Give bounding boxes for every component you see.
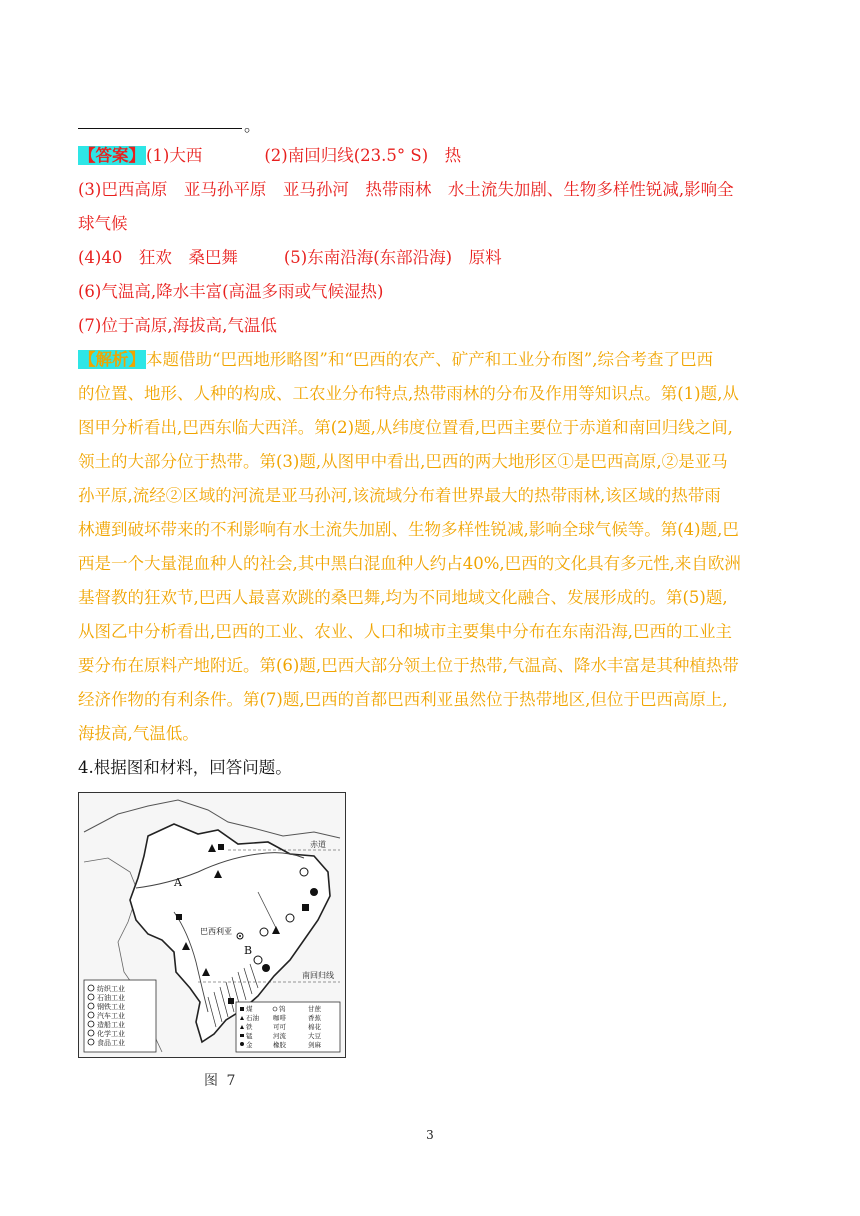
legend-industry-1: 纺织工业 [97,985,125,993]
explanation-line-1 [78,350,786,370]
explanation-line-2: 的位置、地形、人种的构成、工农业分布特点,热带雨林的分布及作用等知识点。第(1)题,从 [78,384,739,403]
answer-tag: 【答案】 [79,146,145,165]
answer-line-5: (6)气温高,降水丰富(高温多雨或气候湿热) [78,282,384,301]
answer-part-4: (4)40 狂欢 桑巴舞 [78,248,238,267]
legend-res-2-2: 咖啡 [273,1014,286,1022]
answer-blank-line [78,128,242,129]
question-4-heading: 4.根据图和材料，回答问题。 [78,758,292,777]
answer-line-1 [78,146,786,166]
equator-label: 赤道 [310,840,326,849]
explanation-line-11: 经济作物的有利条件。第(7)题,巴西的首都巴西利亚虽然位于热带地区,但位于巴西高原上, [78,690,728,709]
legend-res-3-1: 甘蔗 [308,1005,321,1013]
blank-suffix: 。 [244,116,261,135]
answer-line-4 [78,248,786,268]
capital-label: 巴西利亚 [200,927,232,936]
answer-line-2: (3)巴西高原 亚马孙平原 亚马孙河 热带雨林 水土流失加剧、生物多样性锐减,影响全 [78,180,734,199]
explanation-line-8: 基督教的狂欢节,巴西人最喜欢跳的桑巴舞,均为不同地域文化融合、发展形成的。第(5)题, [78,588,728,607]
brazil-map [78,792,346,1058]
explanation-line-3: 图甲分析看出,巴西东临大西洋。第(2)题,从纬度位置看,巴西主要位于赤道和南回归线之间, [78,418,733,437]
figure-caption: 图 7 [204,1073,238,1089]
legend-res-1-5: 金 [246,1041,253,1049]
region-a-label: A [174,876,182,889]
legend-industry-3: 钢铁工业 [97,1003,125,1011]
legend-res-2-1: 钨 [279,1005,286,1013]
explanation-line-9: 从图乙中分析看出,巴西的工业、农业、人口和城市主要集中分布在东南沿海,巴西的工业主 [78,622,732,641]
legend-res-1-4: 锰 [246,1032,253,1040]
legend-res-2-3: 可可 [273,1023,286,1031]
legend-res-3-3: 棉花 [308,1023,321,1031]
region-b-label: B [244,944,253,957]
legend-industry-5: 造船工业 [97,1021,125,1029]
brazil-map-figure [78,792,346,1058]
explanation-line-7: 西是一个大量混血种人的社会,其中黑白混血种人约占40%,巴西的文化具有多元性,来自欧洲 [78,554,741,573]
legend-res-2-4: 河流 [273,1032,286,1040]
explanation-line-4: 领土的大部分位于热带。第(3)题,从图甲中看出,巴西的两大地形区①是巴西高原,②是亚马 [78,452,728,471]
answer-part-2: (2)南回归线(23.5° S) 热 [264,146,462,165]
legend-res-2-5: 橡胶 [273,1041,286,1049]
answer-part-5: (5)东南沿海(东部沿海) 原料 [283,248,502,267]
legend-res-3-4: 大豆 [308,1032,321,1040]
legend-res-1-1: 煤 [246,1005,253,1013]
legend-industry-4: 汽车工业 [97,1012,125,1020]
legend-res-3-5: 剑麻 [308,1041,321,1049]
legend-industry-2: 石油工业 [97,994,125,1002]
explanation-line-10: 要分布在原料产地附近。第(6)题,巴西大部分领土位于热带,气温高、降水丰富是其种植热带 [78,656,739,675]
legend-industry-6: 化学工业 [97,1030,125,1038]
explanation-tag: 【解析】 [79,350,145,369]
explanation-line-6: 林遭到破坏带来的不利影响有水土流失加剧、生物多样性锐减,影响全球气候等。第(4)题,巴 [78,520,739,539]
answer-line-6: (7)位于高原,海拔高,气温低 [78,316,277,335]
tropic-label: 南回归线 [302,971,334,980]
explanation-line-5: 孙平原,流经②区域的河流是亚马孙河,该流域分布着世界最大的热带雨林,该区域的热带雨 [78,486,721,505]
answer-part-1: (1)大西 [146,146,203,165]
explanation-text-1: 本题借助“巴西地形略图”和“巴西的农产、矿产和工业分布图”,综合考查了巴西 [146,350,713,369]
legend-res-1-3: 铁 [246,1023,253,1031]
legend-industry-7: 食品工业 [97,1039,125,1047]
answer-line-3: 球气候 [78,214,128,233]
page-number: 3 [426,1128,434,1142]
legend-res-1-2: 石油 [246,1014,259,1022]
legend-res-3-2: 香蕉 [308,1014,321,1022]
explanation-line-12: 海拔高,气温低。 [78,724,199,743]
